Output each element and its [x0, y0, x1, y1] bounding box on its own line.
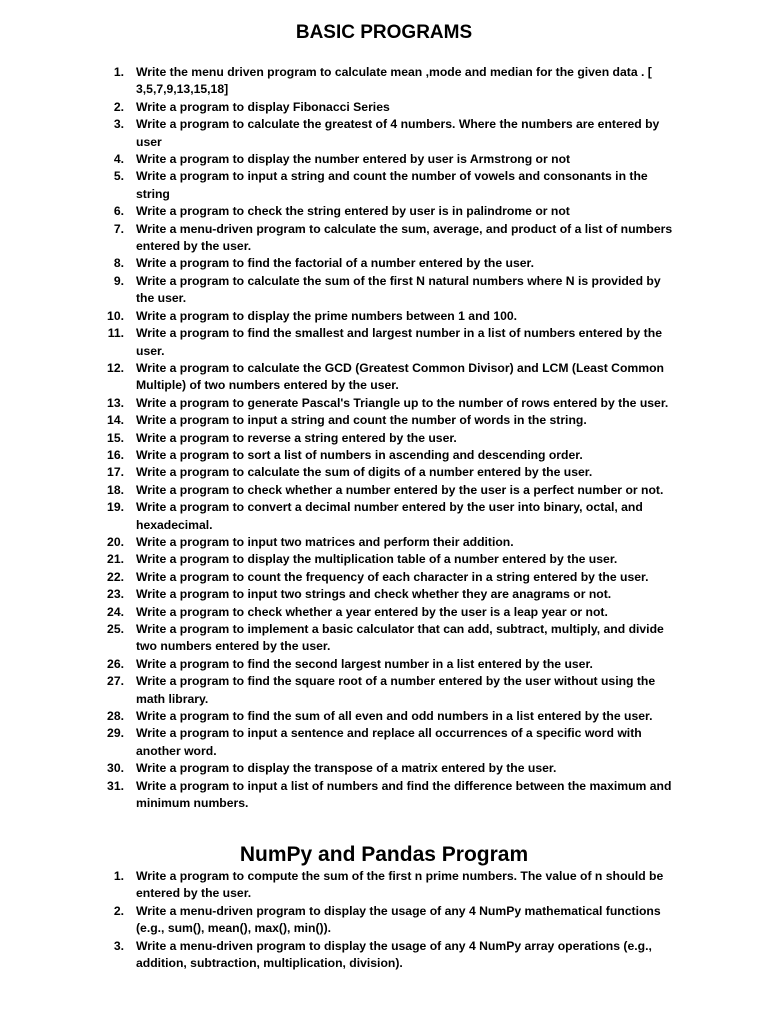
list-item — [0, 308, 680, 325]
list-item-text: Write a program to display the number entered by user is Armstrong or not — [136, 152, 571, 167]
list-item — [0, 447, 680, 464]
list-item — [0, 673, 680, 708]
list-item-number: 6. — [113, 204, 124, 219]
list-item-text: Write a program to display the multiplication table of a number entered by the user. — [136, 552, 618, 567]
list-item-number: 16. — [107, 447, 124, 462]
numpy-pandas-list — [0, 868, 680, 972]
list-item-number: 9. — [113, 273, 124, 288]
list-item — [0, 569, 680, 586]
list-item-text: Write a program to check whether a year entered by the user is a leap year or not. — [136, 604, 608, 619]
list-item-number: 7. — [113, 221, 124, 236]
list-item-text: Write a program to compute the sum of the first n prime numbers. The value of n should be entered by the user. — [136, 869, 664, 901]
list-item-text: Write a program to generate Pascal's Triangle up to the number of rows entered by the user. — [136, 395, 669, 410]
list-item-text: Write a program to check the string entered by user is in palindrome or not — [136, 204, 570, 219]
list-item — [0, 255, 680, 272]
list-item-text: Write a program to calculate the sum of digits of a number entered by the user. — [136, 465, 593, 480]
list-item-number: 2. — [113, 99, 124, 114]
list-item-text: Write a program to find the factorial of a number entered by the user. — [136, 256, 534, 271]
list-item — [0, 938, 680, 973]
list-item-number: 22. — [107, 569, 124, 584]
list-item-number: 3. — [113, 938, 124, 953]
list-item-number: 4. — [113, 152, 124, 167]
list-item — [0, 360, 680, 395]
list-item — [0, 273, 680, 308]
list-item-text: Write a program to reverse a string entered by the user. — [136, 430, 457, 445]
list-item-number: 25. — [107, 622, 124, 636]
list-item — [0, 203, 680, 220]
list-item-number: 24. — [107, 604, 124, 619]
list-item-number: 2. — [113, 903, 124, 918]
list-item-text: Write a program to implement a basic calculator that can add, subtract, multiply, and divide two numbers entered by the user. — [136, 622, 664, 654]
list-item-number: 28. — [107, 709, 124, 724]
list-item-text: Write a program to input a sentence and replace all occurrences of a specific word with another word. — [136, 726, 642, 758]
list-item — [0, 499, 680, 534]
list-item-number: 29. — [107, 726, 124, 741]
list-item-number: 23. — [107, 587, 124, 602]
list-item-number: 15. — [107, 430, 124, 445]
list-item-text: Write a program to check whether a number entered by the user is a perfect number or not. — [136, 482, 664, 497]
list-item — [0, 430, 680, 447]
list-item-text: Write a program to input two matrices and perform their addition. — [136, 534, 514, 549]
list-item — [0, 551, 680, 568]
list-item-text: Write a program to convert a decimal number entered by the user into binary, octal, and hexadecimal. — [136, 500, 643, 532]
list-item — [0, 151, 680, 168]
list-item-text: Write a menu-driven program to calculate the sum, average, and product of a list of numbers entered by the user. — [136, 221, 673, 254]
list-item — [0, 656, 680, 673]
list-item — [0, 168, 680, 203]
list-item — [0, 534, 680, 551]
list-item-text: Write a program to calculate the GCD (Greatest Common Divisor) and LCM (Least Common Multiple) of two numbers entered by the user. — [136, 360, 664, 393]
list-item-text: Write a program to display the transpose of a matrix entered by the user. — [136, 761, 557, 776]
list-item — [0, 412, 680, 429]
list-item-number: 14. — [107, 413, 124, 428]
list-item-number: 1. — [113, 65, 124, 79]
list-item-number: 26. — [107, 656, 124, 671]
list-item-number: 20. — [107, 534, 124, 549]
list-item-text: Write a program to input a string and count the number of vowels and consonants in the string — [136, 169, 648, 201]
list-item-number: 11. — [107, 326, 124, 341]
list-item-text: Write a program to find the second largest number in a list entered by the user. — [136, 656, 593, 671]
list-item-text: Write a program to find the sum of all even and odd numbers in a list entered by the user. — [136, 709, 653, 724]
list-item — [0, 221, 680, 256]
list-item — [0, 64, 680, 99]
list-item-number: 8. — [113, 256, 124, 271]
list-item — [0, 760, 680, 777]
list-item-number: 13. — [107, 395, 124, 410]
list-item-text: Write a program to display the prime numbers between 1 and 100. — [136, 308, 518, 323]
list-item — [0, 621, 680, 656]
list-item-number: 30. — [107, 761, 124, 776]
list-item — [0, 325, 680, 360]
list-item — [0, 725, 680, 760]
list-item-text: Write a program to input two strings and check whether they are anagrams or not. — [136, 587, 612, 602]
list-item-text: Write a menu-driven program to display the usage of any 4 NumPy array operations (e.g., addition, subtraction, multiplication, division). — [136, 938, 652, 971]
list-item-text: Write a program to sort a list of numbers in ascending and descending order. — [136, 447, 583, 462]
list-item — [0, 99, 680, 116]
list-item-number: 27. — [107, 674, 124, 689]
list-item-text: Write a program to find the square root of a number entered by the user without using the math library. — [136, 674, 656, 706]
list-item — [0, 464, 680, 481]
list-item-number: 17. — [107, 465, 124, 480]
list-item-number: 5. — [113, 169, 124, 184]
list-item-number: 1. — [113, 869, 124, 883]
list-item — [0, 778, 680, 813]
list-item-text: Write a program to display Fibonacci Series — [136, 99, 390, 114]
list-item-text: Write a program to input a list of numbers and find the difference between the maximum and minimum numbers. — [136, 778, 672, 811]
list-item-number: 31. — [107, 778, 124, 793]
list-item-number: 10. — [107, 308, 124, 323]
section-title-numpy-pandas: NumPy and Pandas Program — [239, 843, 529, 866]
list-item-text: Write a program to find the smallest and largest number in a list of numbers entered by the user. — [136, 326, 662, 358]
list-item-number: 3. — [113, 117, 124, 132]
list-item-text: Write a menu-driven program to display the usage of any 4 NumPy mathematical functions (e.g., sum(), mean(), max(), min()). — [136, 903, 661, 936]
list-item — [0, 482, 680, 499]
list-item-number: 12. — [107, 360, 124, 375]
list-item-text: Write a program to calculate the sum of the first N natural numbers where N is provided by the user. — [136, 273, 661, 306]
list-item — [0, 708, 680, 725]
list-item-number: 18. — [107, 482, 124, 497]
list-item-text: Write a program to calculate the greatest of 4 numbers. Where the numbers are entered by user — [136, 117, 660, 149]
list-item-number: 21. — [107, 552, 124, 567]
list-item — [0, 604, 680, 621]
list-item — [0, 586, 680, 603]
list-item-text: Write the menu driven program to calculate mean ,mode and median for the given data . [ 3,5,7,9,13,15,18] — [136, 65, 652, 97]
basic-programs-list — [0, 64, 680, 812]
list-item-text: Write a program to input a string and count the number of words in the string. — [136, 413, 587, 428]
list-item — [0, 116, 680, 151]
list-item — [0, 903, 680, 938]
list-item — [0, 395, 680, 412]
list-item-text: Write a program to count the frequency of each character in a string entered by the user. — [136, 569, 649, 584]
section-title-basic-programs: BASIC PROGRAMS — [295, 22, 473, 43]
list-item-number: 19. — [107, 500, 124, 515]
list-item — [0, 868, 680, 903]
